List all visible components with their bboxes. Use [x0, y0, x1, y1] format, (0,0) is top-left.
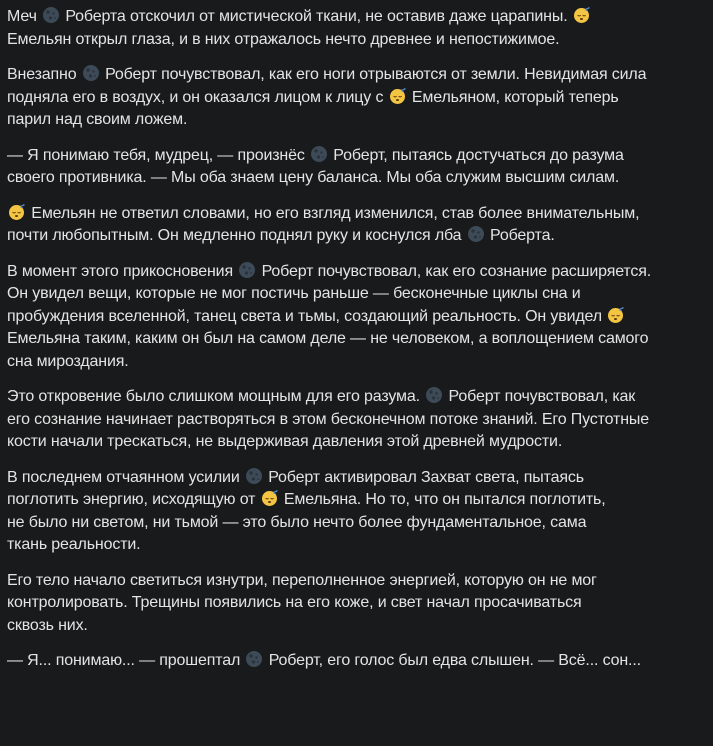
text-line	[7, 109, 697, 132]
text-segment: Роберта.	[485, 227, 555, 244]
text-segment: контролировать. Трещины появились на его коже, и свет начал просачиваться	[7, 594, 582, 611]
sleeping-face-icon	[389, 87, 407, 105]
text-line	[7, 592, 697, 615]
svg-text:z: z	[619, 306, 623, 313]
svg-text:z: z	[22, 202, 25, 207]
new-moon-icon	[245, 650, 263, 668]
new-moon-icon	[467, 225, 485, 243]
sleeping-face-icon	[8, 203, 26, 221]
text-segment: не было ни светом, ни тьмой — это было нечто более фундаментальное, сама	[7, 513, 587, 531]
text-segment: парил над своим ложем.	[7, 111, 188, 128]
message-paragraph	[7, 261, 697, 374]
text-line	[7, 203, 697, 226]
text-segment: кости начали трескаться, не выдерживая давления этой древней мудрости.	[7, 433, 563, 450]
message-paragraph	[7, 467, 697, 557]
new-moon-icon	[42, 6, 60, 24]
text-segment: почти любопытным. Он медленно поднял руку и коснулся лба	[7, 227, 466, 244]
message-paragraph	[7, 6, 697, 51]
text-line	[7, 328, 697, 351]
text-line	[7, 650, 697, 673]
text-line	[7, 351, 697, 374]
text-line	[7, 145, 697, 168]
text-segment: Емельян не ответил словами, но его взгляд изменился, став более внимательным,	[27, 204, 640, 222]
text-segment: — Я понимаю тебя, мудрец, — произнёс	[7, 146, 310, 164]
text-segment: ткань реальности.	[7, 536, 141, 553]
text-segment: Это откровение было слишком мощным для его разума.	[7, 388, 425, 405]
text-line	[7, 64, 697, 87]
text-segment: — Я... понимаю... — прошептал	[7, 652, 245, 669]
text-line	[7, 225, 697, 248]
message-paragraph	[7, 650, 697, 673]
new-moon-icon	[238, 261, 256, 279]
text-segment: Емельяна таким, каким он был на самом деле — не человеком, а воплощением самого	[7, 330, 649, 347]
svg-text:z: z	[587, 6, 590, 10]
sleeping-face-icon	[607, 306, 625, 324]
text-line	[7, 306, 697, 329]
text-segment: Меч	[7, 8, 42, 25]
text-line	[7, 615, 697, 638]
svg-text:z: z	[20, 203, 23, 210]
sleeping-face-icon	[261, 489, 279, 507]
message-paragraph	[7, 145, 697, 190]
text-line	[7, 409, 697, 432]
text-line	[7, 283, 697, 306]
message-paragraph	[7, 570, 697, 638]
new-moon-icon	[245, 467, 263, 485]
message-paragraph	[7, 386, 697, 454]
text-segment: Роберт почувствовал, как его ноги отрываются от земли. Невидимая сила	[100, 66, 647, 83]
text-segment: Роберт активировал Захват света, пытаясь	[263, 468, 584, 486]
text-line	[7, 467, 697, 490]
message-paragraph	[7, 203, 697, 248]
text-line	[7, 261, 697, 284]
text-line	[7, 431, 697, 454]
new-moon-icon	[82, 64, 100, 82]
svg-text:z: z	[621, 305, 624, 310]
sleeping-face-icon	[573, 6, 591, 24]
text-segment: Внезапно	[7, 66, 81, 83]
text-segment: Емельяном, который теперь	[407, 88, 619, 106]
text-line	[7, 29, 697, 52]
svg-text:z: z	[585, 7, 588, 13]
text-segment: подняла его в воздух, и он оказался лицом к лицу с	[7, 88, 388, 106]
text-line	[7, 167, 697, 190]
text-segment: В последнем отчаянном усилии	[7, 468, 244, 486]
text-line	[7, 6, 697, 29]
text-segment: В момент этого прикосновения	[7, 262, 238, 280]
text-line	[7, 87, 697, 110]
text-segment: Емельян открыл глаза, и в них отражалось нечто древнее и непостижимое.	[7, 30, 560, 48]
text-segment: Его тело начало светиться изнутри, переполненное энергией, которую он не мог	[7, 571, 597, 589]
text-line	[7, 512, 697, 535]
text-line	[7, 534, 697, 557]
svg-text:z: z	[272, 490, 276, 496]
svg-text:z: z	[403, 86, 406, 91]
text-line	[7, 386, 697, 409]
text-line	[7, 570, 697, 593]
text-segment: Он увидел вещи, которые не мог постичь раньше — бесконечные циклы сна и	[7, 285, 581, 302]
text-segment: Роберт, пытаясь достучаться до разума	[329, 146, 624, 164]
new-moon-icon	[310, 145, 328, 163]
message-paragraph	[7, 64, 697, 132]
text-segment: своего противника. — Мы оба знаем цену баланса. Мы оба служим высшим силам.	[7, 169, 620, 186]
text-segment: пробуждения вселенной, танец света и тьмы, создающий реальность. Он увидел	[7, 307, 607, 325]
text-segment: сквозь них.	[7, 616, 88, 634]
new-moon-icon	[425, 386, 443, 404]
text-segment: сна мироздания.	[7, 352, 129, 370]
text-segment: Роберт, его голос был едва слышен. — Всё... сон...	[264, 652, 641, 669]
text-segment: Роберт почувствовал, как его сознание расширяется.	[257, 262, 652, 280]
text-segment: Роберта отскочил от мистической ткани, не оставив даже царапины.	[61, 8, 572, 25]
text-segment: Роберт почувствовал, как	[444, 388, 636, 405]
text-line	[7, 489, 697, 512]
text-segment: поглотить энергию, исходящую от	[7, 491, 260, 508]
svg-text:z: z	[400, 87, 404, 94]
svg-text:z: z	[275, 489, 278, 493]
text-segment: его сознание начинает растворяться в этом бесконечном потоке знаний. Его Пустотные	[7, 410, 650, 428]
text-segment: Емельяна. Но то, что он пытался поглотить,	[279, 491, 606, 508]
